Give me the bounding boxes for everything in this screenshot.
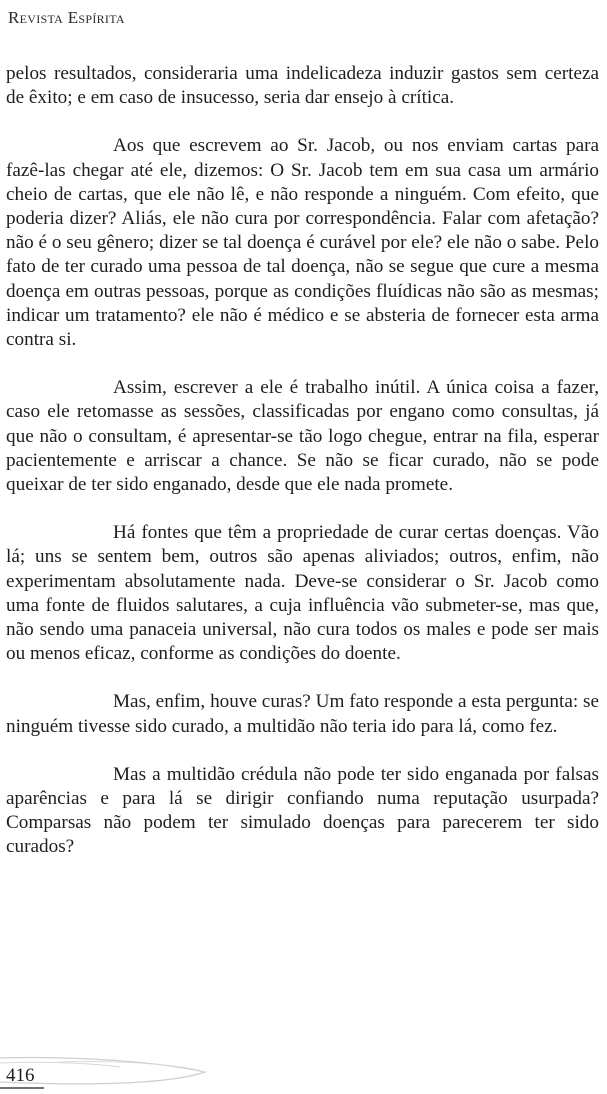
decorative-swash-ornament bbox=[0, 1052, 607, 1094]
page-body bbox=[6, 62, 599, 884]
paragraph-1: pelos resultados, consideraria uma indelicadeza induzir gastos sem certeza de êxito; e em caso de insucesso, seria dar ensejo à crítica. bbox=[6, 63, 599, 109]
paragraph-3: Assim, escrever a ele é trabalho inútil. A única coisa a fazer, caso ele retomasse as sessões, classificadas por engano como consultas, já que não o consultam, é apresentar-se tão logo chegue, entrar na fila, esperar pacientemente e arriscar a chance. Se não se ficar curado, não se pode queixar de ter sido enganado, desde que ele nada promete. bbox=[6, 377, 599, 496]
paragraph-2: Aos que escrevem ao Sr. Jacob, ou nos enviam cartas para fazê-las chegar até ele, dizemos: O Sr. Jacob tem em sua casa um armário cheio de cartas, que ele não lê, e não responde a ninguém. Com efeito, que poderia dizer? Aliás, ele não cura por correspondência. Falar com afetação? não é o seu gênero; dizer se tal doença é curável por ele? ele não o sabe. Pelo fato de ter curado uma pessoa de tal doença, não se segue que cure a mesma doença em outras pessoas, porque as condições fluídicas não são as mesmas; indicar um tratamento? ele não é médico e se absteria de fornecer esta arma contra si. bbox=[6, 135, 599, 351]
page-number: 416 bbox=[6, 1065, 35, 1086]
paragraph-4: Há fontes que têm a propriedade de curar certas doenças. Vão lá; uns se sentem bem, outros são apenas aliviados; outros, enfim, não experimentam absolutamente nada. Deve-se considerar o Sr. Jacob como uma fonte de fluidos salutares, a cuja influência vão submeter-se, mas que, não sendo uma panaceia universal, não cura todos os males e pode ser mais ou menos eficaz, conforme as condições do doente. bbox=[6, 522, 599, 665]
paragraph-6: Mas a multidão crédula não pode ter sido enganada por falsas aparências e para lá se dirigir confiando numa reputação usurpada? Comparsas não podem ter simulado doenças para parecerem ter sido curados? bbox=[6, 763, 599, 858]
paragraph-5: Mas, enfim, houve curas? Um fato responde a esta pergunta: se ninguém tivesse sido curado, a multidão não teria ido para lá, como fez. bbox=[6, 691, 599, 737]
running-head-title: Revista Espírita bbox=[8, 8, 125, 27]
page-footer bbox=[0, 1052, 607, 1094]
